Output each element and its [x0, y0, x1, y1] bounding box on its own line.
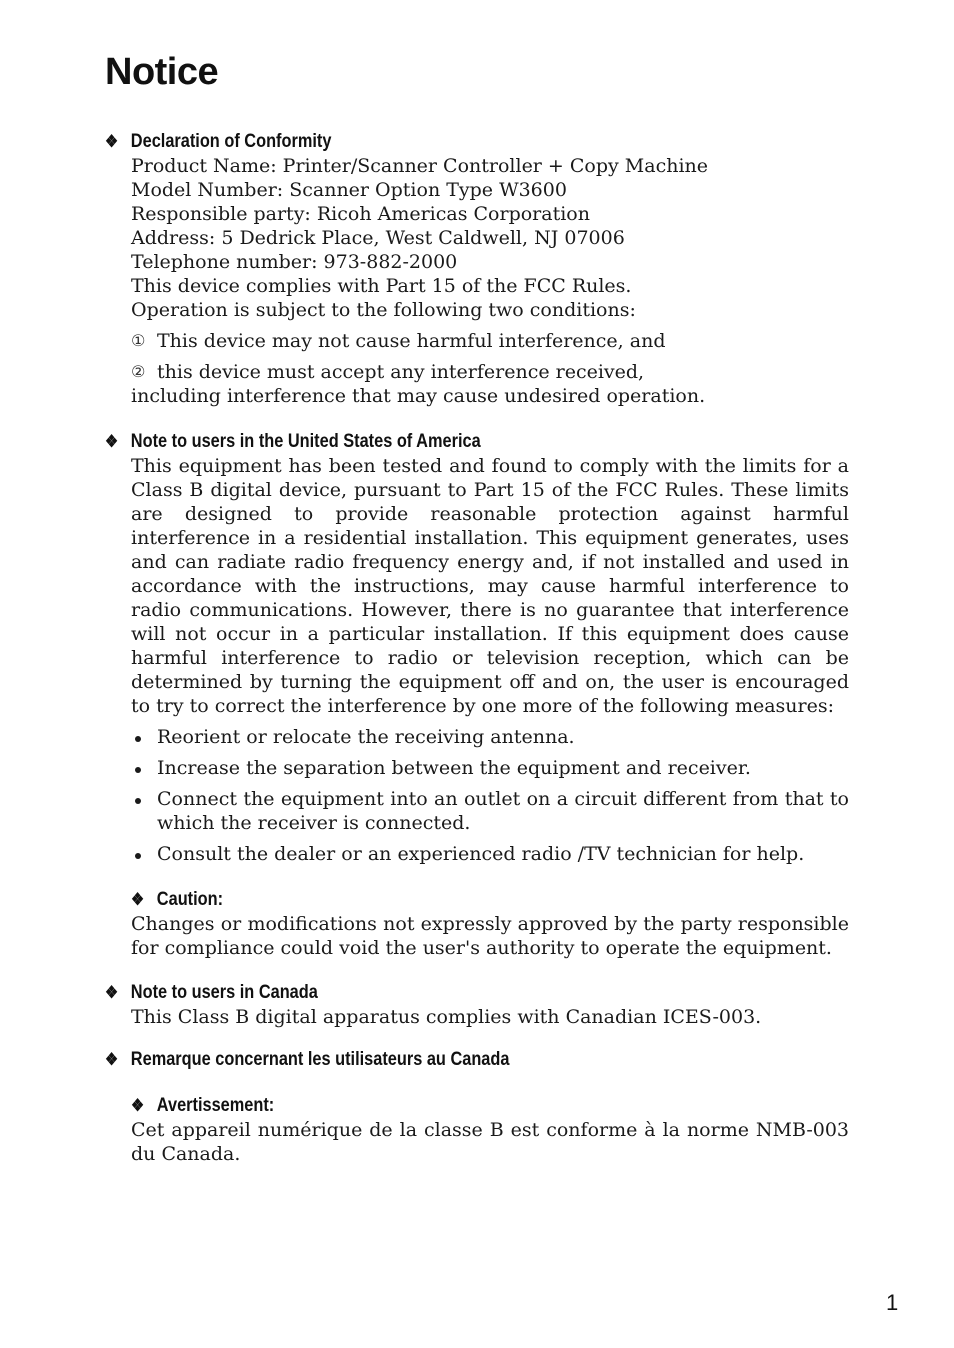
measure-text: Connect the equipment into an outlet on a circuit different from that to which the receiver is connected.: [157, 788, 849, 834]
product-name-line: Product Name: Printer/Scanner Controller + Copy Machine: [131, 155, 709, 177]
fcc-compliance-line: This device complies with Part 15 of the FCC Rules.: [131, 275, 632, 297]
usa-body: [131, 454, 849, 866]
avertissement-text: Cet appareil numérique de la classe B est conforme à la norme NMB-003 du Canada.: [131, 1119, 849, 1165]
model-number-line: Model Number: Scanner Option Type W3600: [131, 179, 567, 201]
page-number: 1: [886, 1290, 899, 1315]
page-title: Notice: [105, 51, 219, 93]
condition-item: [131, 360, 849, 384]
diamond-bullet-icon: ❖: [105, 1050, 119, 1069]
bullet-dot-icon: [135, 736, 141, 742]
caution-heading: [131, 888, 748, 912]
measure-text: Reorient or relocate the receiving antenna.: [157, 726, 575, 748]
diamond-bullet-icon: ❖: [131, 890, 145, 909]
responsible-party-line: Responsible party: Ricoh Americas Corporation: [131, 203, 590, 225]
diamond-bullet-icon: ❖: [105, 432, 119, 451]
diamond-bullet-icon: ❖: [105, 983, 119, 1002]
condition-text: this device must accept any interference received,: [157, 361, 645, 383]
diamond-bullet-icon: ❖: [131, 1096, 145, 1115]
bullet-dot-icon: [135, 798, 141, 804]
declaration-section: [105, 130, 849, 408]
usa-paragraph: This equipment has been tested and found to comply with the limits for a Class B digital device, pursuant to Part 15 of the FCC Rules. These limits are designed to provide reasonable protection against harmful interference in a residential installation. This equipment generates, uses and can radiate radio frequency energy and, if not installed and used in accordance with the instructions, may cause harmful interference to radio communications. However, there is no guarantee that interference will not occur in a particular installation. If this equipment does cause harmful interference to radio or television reception, which can be determined by turning the equipment off and on, the user is encouraged to try to correct the interference by one more of the following measures:: [131, 455, 849, 717]
usa-heading: [105, 430, 745, 454]
measure-text: Increase the separation between the equipment and receiver.: [157, 757, 751, 779]
bullet-dot-icon: [135, 853, 141, 859]
measure-text: Consult the dealer or an experienced radio /TV technician for help.: [157, 843, 805, 865]
canada-body: [131, 1005, 849, 1029]
caution-heading-text: Caution:: [156, 889, 224, 910]
avertissement-heading-text: Avertissement:: [156, 1095, 275, 1116]
caution-text: Changes or modifications not expressly approved by the party responsible for compliance could void the user's authority to operate the equipment.: [131, 913, 849, 959]
canada-text: This Class B digital apparatus complies with Canadian ICES-003.: [131, 1006, 762, 1028]
bullet-dot-icon: [135, 767, 141, 773]
declaration-heading-text: Declaration of Conformity: [130, 131, 332, 152]
conditions-intro-line: Operation is subject to the following two conditions:: [131, 299, 636, 321]
declaration-heading: [105, 130, 745, 154]
canada-fr-section: [105, 1048, 849, 1072]
canada-heading: [105, 981, 745, 1005]
measure-item: [131, 787, 849, 835]
canada-fr-heading-text: Remarque concernant les utilisateurs au Canada: [130, 1049, 510, 1070]
telephone-line: Telephone number: 973-882-2000: [131, 251, 458, 273]
measure-item: [131, 756, 849, 780]
avertissement-heading: [131, 1094, 748, 1118]
caution-section: [131, 888, 849, 960]
conditions-tail-line: including interference that may cause undesired operation.: [131, 385, 706, 407]
canada-heading-text: Note to users in Canada: [130, 982, 318, 1003]
usa-heading-text: Note to users in the United States of America: [130, 431, 481, 452]
declaration-body: [131, 154, 849, 408]
usa-section: [105, 430, 849, 866]
canada-fr-heading: [105, 1048, 745, 1072]
measure-item: [131, 842, 849, 866]
address-line: Address: 5 Dedrick Place, West Caldwell, NJ 07006: [131, 227, 625, 249]
canada-section: [105, 981, 849, 1029]
circled-one-icon: ①: [131, 331, 146, 350]
measure-item: [131, 725, 849, 749]
condition-text: This device may not cause harmful interference, and: [157, 330, 666, 352]
avertissement-section: [131, 1094, 849, 1166]
diamond-bullet-icon: ❖: [105, 132, 119, 151]
condition-item: [131, 329, 849, 353]
circled-two-icon: ②: [131, 362, 146, 381]
